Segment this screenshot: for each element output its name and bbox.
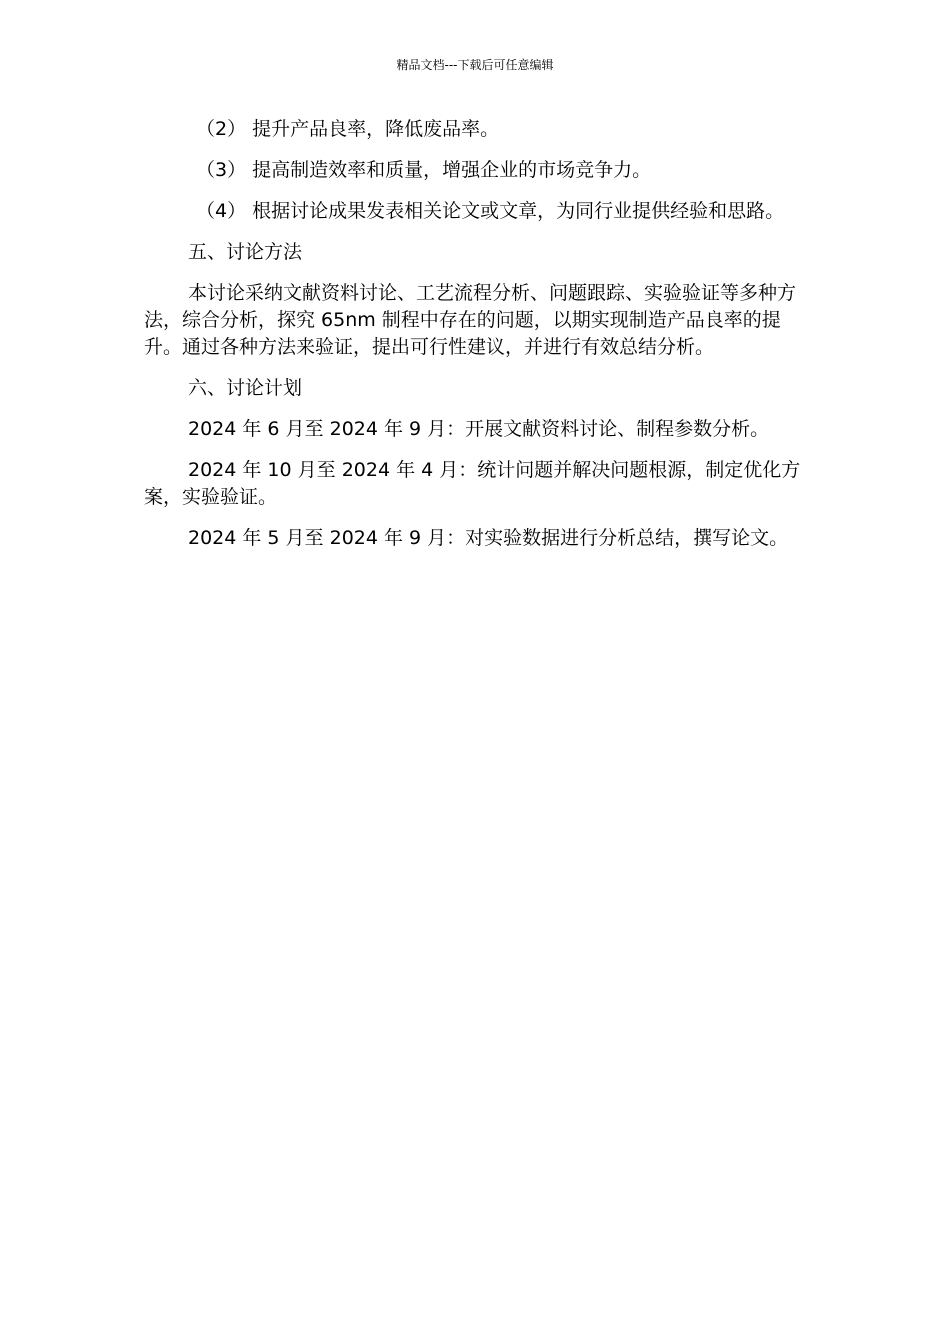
section-5-body: 本讨论采纳文献资料讨论、工艺流程分析、问题跟踪、实验验证等多种方法，综合分析，探究 65nm 制程中存在的问题，以期实现制造产品良率的提升。通过各种方法来验证，提出可行性建议，并进行有效总结分析。: [144, 282, 797, 358]
objective-item-3: （3） 提高制造效率和质量，增强企业的市场竞争力。: [196, 159, 652, 181]
plan-item-2: 2024 年 10 月至 2024 年 4 月：统计问题并解决问题根源，制定优化方案，实验验证。: [144, 459, 801, 508]
section-6-title: 六、讨论计划: [188, 377, 303, 399]
plan-item-3: 2024 年 5 月至 2024 年 9 月：对实验数据进行分析总结，撰写论文。: [188, 527, 789, 549]
section-5-title: 五、讨论方法: [188, 241, 303, 263]
objective-item-2: （2） 提升产品良率，降低废品率。: [196, 118, 500, 140]
objective-item-4: （4） 根据讨论成果发表相关论文或文章，为同行业提供经验和思路。: [196, 200, 785, 222]
plan-item-1: 2024 年 6 月至 2024 年 9 月：开展文献资料讨论、制程参数分析。: [188, 418, 770, 440]
document-body: [144, 116, 814, 566]
page-header: 精品文档---下载后可任意编辑: [396, 58, 554, 72]
